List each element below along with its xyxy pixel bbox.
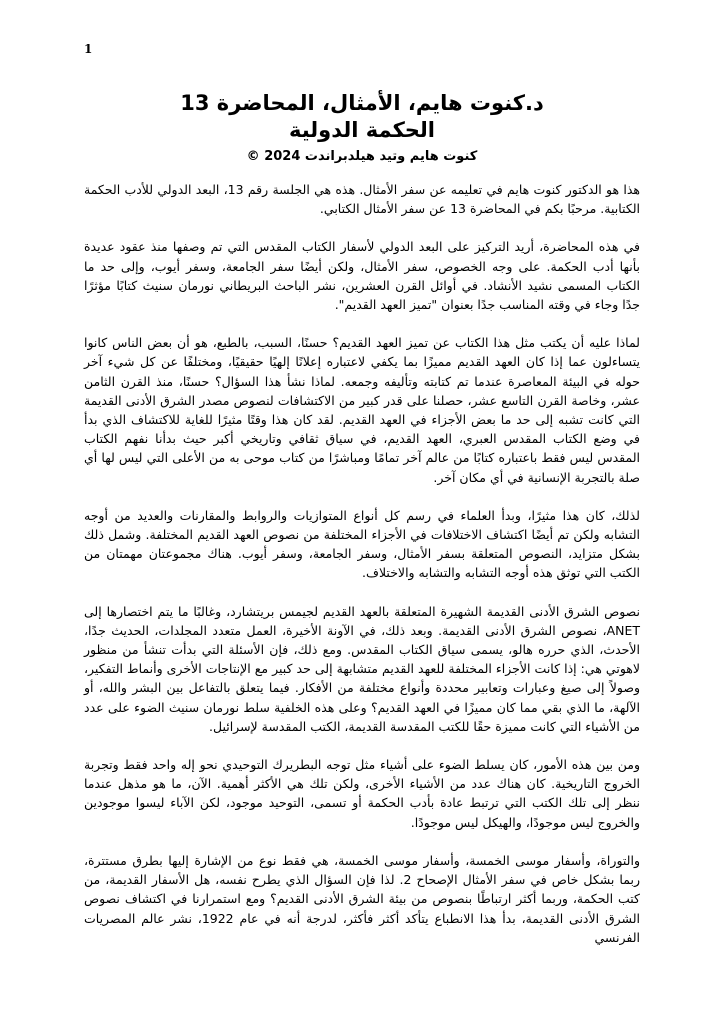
title-line-1: د.كنوت هايم، الأمثال، المحاضرة 13 xyxy=(180,91,544,115)
paragraph: هذا هو الدكتور كنوت هايم في تعليمه عن سفر الأمثال. هذه هي الجلسة رقم 13، البعد الدولي للأدب الحكمة الكتابية. مرحبًا بكم في المحاضرة 13 عن سفر الأمثال الكتابي. xyxy=(84,182,640,217)
copyright-line: كنوت هايم وتيد هيلدبراندت 2024 © xyxy=(246,149,478,164)
paragraph: في هذه المحاضرة، أريد التركيز على البعد الدولي لأسفار الكتاب المقدس التي تم وصفها منذ عقود عديدة بأنها أدب الحكمة. على وجه الخصوص، سفر الأمثال، ولكن أيضًا سفر الجامعة، وسفر أيوب، وإلى حد ما الكتاب المسمى نشيد الأنشاد. في أوائل القرن العشرين، نشر الباحث البريطاني نورمان سنيث كتابًا مؤثرًا جدًا وجاء في وقته المناسب جدًا بعنوان "تميز العهد القديم". xyxy=(84,239,640,313)
document-body xyxy=(84,180,640,966)
paragraph: والتوراة، وأسفار موسى الخمسة، وأسفار موسى الخمسة، هي فقط نوع من الإشارة إليها بطرق مستترة، ربما بشكل خاص في سفر الأمثال الإصحاح 2. لذا فإن السؤال الذي يطرح نفسه، هل الأسفار القديمة، من كتب الحكمة، وربما أكثر ارتباطًا بنصوص من بيئة الشرق الأدنى القديم؟ ومع استمرارنا في اكتشاف نصوص الشرق الأدنى القديمة، بدأ هذا الانطباع يتأكد أكثر فأكثر، لدرجة أنه في عام 1922، نشر عالم المصريات الفرنسي xyxy=(84,852,640,945)
title-line-2: الحكمة الدولية xyxy=(288,118,435,142)
paragraph: لذلك، كان هذا مثيرًا، وبدأ العلماء في رسم كل أنواع المتوازيات والروابط والمقارنات والعديد من أوجه التشابه ولكن تم أيضًا اكتشاف الاختلافات في الأجزاء المختلفة من نصوص العهد القديم المختلفة. وشمل ذلك بشكل متزايد، النصوص المتعلقة بسفر الأمثال، وسفر الجامعة، وسفر أيوب. هناك مجموعتان مهمتان من الكتب التي توثق هذه أوجه التشابه والتشابه والاختلاف. xyxy=(84,507,640,581)
paragraph: لماذا عليه أن يكتب مثل هذا الكتاب عن تميز العهد القديم؟ حسنًا، السبب، بالطبع، هو أن بعض الناس كانوا يتساءلون عما إذا كان العهد القديم مميزًا بما يكفي لاعتباره إعلانًا إلهيًا حقيقيًا، ومختلفًا عن كل شيء آخر حوله في البيئة المعاصرة عندما تم كتابته وتأليفه وجمعه. لماذا نشأ هذا السؤال؟ حسنًا، منذ القرن الثامن عشر، وخاصة القرن التاسع عشر، حصلنا على قدر كبير من الاكتشافات لنصوص مصدر الشرق الأدنى القديمة التي كانت تشبه إلى حد ما بعض الأجزاء في العهد القديم. لقد كان هذا وقتًا مثيرًا للغاية للاكتشاف الذي بدأ في وضع الكتاب المقدس العبري، العهد القديم، في سياق ثقافي وتاريخي أكبر حيث بدأنا نفهم الكتاب المقدس ليس فقط باعتباره كتابًا من عالم آخر تمامًا ومباشرًا من كتاب موحى به من الأعلى التي ليس لها أي صلة بالتجربة الإنسانية في أي مكان آخر. xyxy=(84,335,640,485)
paragraph: ومن بين هذه الأمور، كان يسلط الضوء على أشياء مثل توجه البطريرك التوحيدي نحو إله واحد فقط وتجربة الخروج التاريخية. كان هناك عدد من الأشياء الأخرى، ولكن تلك هي الأكثر أهمية. الآن، ما هو مذهل عندما ننظر إلى تلك الكتب التي ترتبط عادة بأدب الحكمة أو تسمى، التوحيد موجود، لكن الآباء ليسوا موجودين والخروج ليس موجودًا، والهيكل ليس موجودًا. xyxy=(84,757,640,830)
page-number: 1 xyxy=(84,42,93,56)
paragraph: نصوص الشرق الأدنى القديمة الشهيرة المتعلقة بالعهد القديم لجيمس بريتشارد، وغالبًا ما يتم اختصارها إلى ANET، نصوص الشرق الأدنى القديمة. وبعد ذلك، في الآونة الأخيرة، العمل متعدد المجلدات، الحديث جدًا، الأحدث، الذي حرره هالو، يسمى سياق الكتاب المقدس. ومع ذلك، فإن الأسئلة التي بدأت تنشأ من منظور لاهوتي هي: إذا كانت الأجزاء المختلفة للعهد القديم متشابهة إلى حد كبير مع الإنتاجات الأخرى وأنماط التفكير، وصولاً إلى صيغ وعبارات وتعابير محددة وأنواع مختلفة من الأفكار. فيما يتعلق بالتفاعل بين البشر والله، أو الآلهة، ما الذي بقي مما كان مميزًا في العهد القديم؟ وعلى هذه الخلفية سلط نورمان سنيث الضوء على عدد من الأشياء التي كانت مميزة حقًا للكتب المقدسة القديمة، الكتب المقدسة لإسرائيل. xyxy=(84,603,640,734)
document-header xyxy=(0,90,724,166)
